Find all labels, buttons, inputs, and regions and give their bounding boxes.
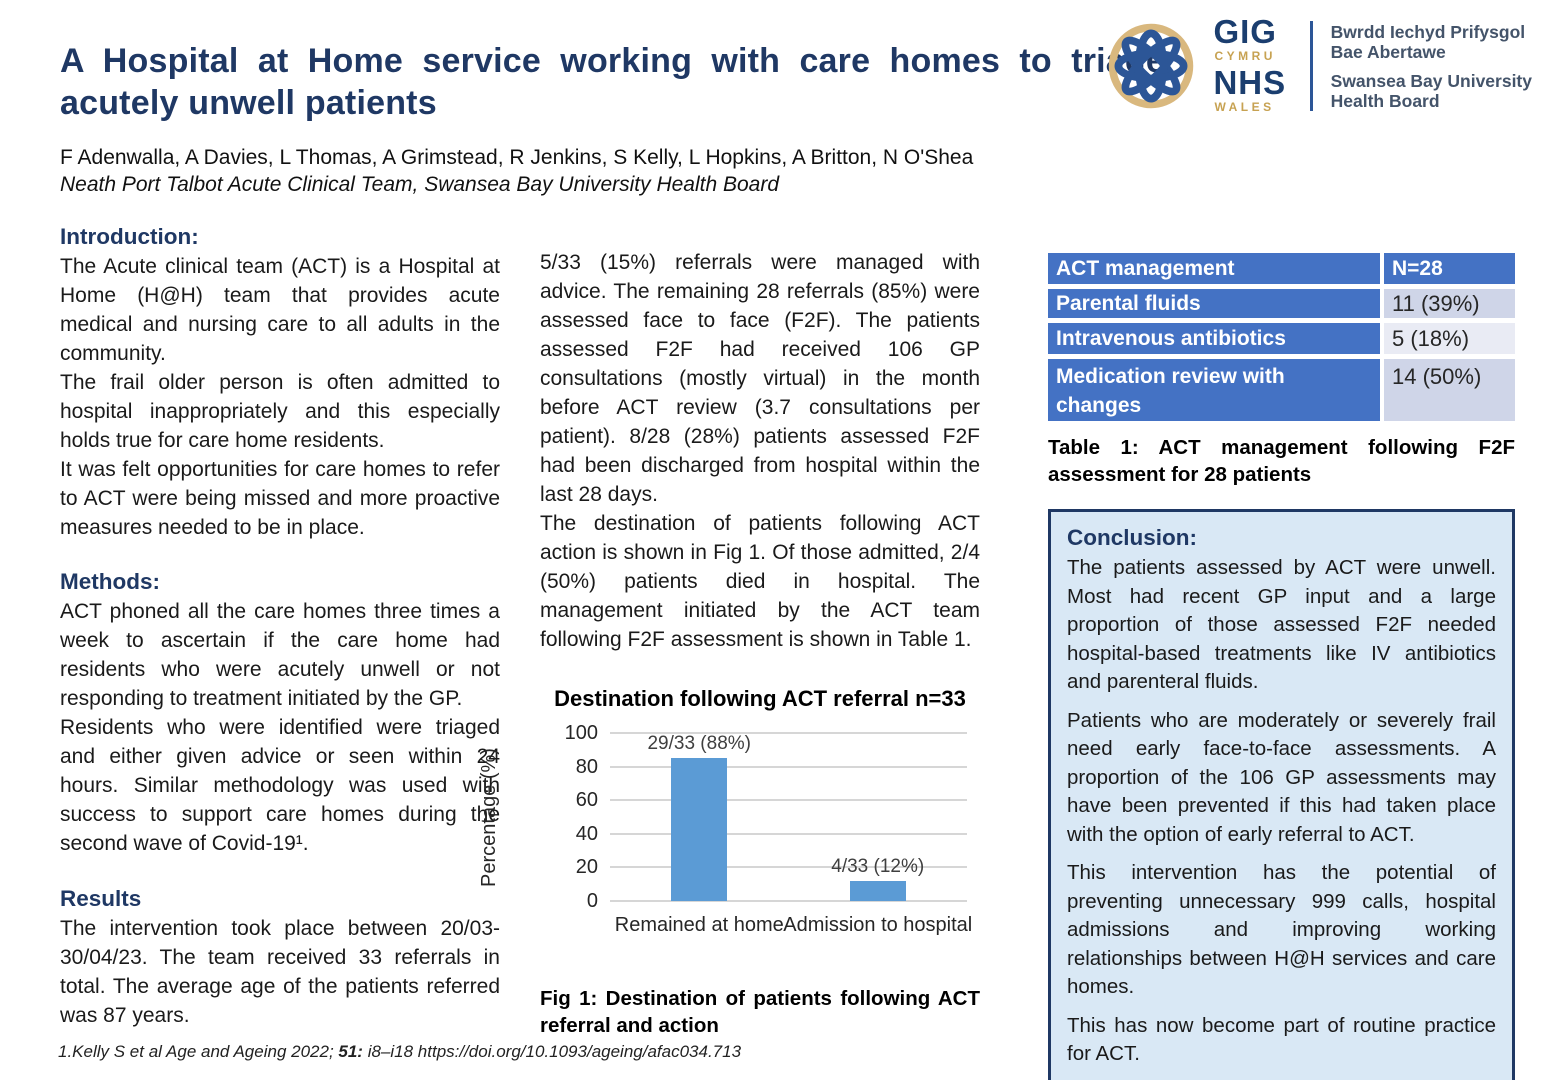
methods-paragraph: Residents who were identified were triaged and either given advice or seen within 24 hours. Similar methodology was used with success to support care homes during the second wave of Covid-19¹. [60,716,500,855]
table-row-value: 11 (39%) [1384,289,1515,318]
y-axis-label-text: Percentage (%) [477,747,500,887]
results-continued-paragraph: The destination of patients following ACT action is shown in Fig 1. Of those admitted, 2/4 (50%) patients died in hospital. The management initiated by the ACT team following F2F assessment is shown in Table 1. [540,512,980,651]
board-welsh-line2: Bae Abertawe [1330,41,1446,62]
figure-1 [477,684,980,1039]
results-paragraph: The intervention took place between 20/03-30/04/23. The team received 33 referrals in total. The average age of the patients referred was 87 years. [60,917,500,1027]
reference-volume: 51: [338,1042,363,1061]
introduction-paragraph: The frail older person is often admitted to hospital inappropriately and this especially holds true for care home residents. [60,371,500,452]
column-left [60,222,500,1030]
results-continued-paragraph: 5/33 (15%) referrals were managed with advice. The remaining 28 referrals (85%) were assessed face to face (F2F). The patients assessed F2F had received 106 GP consultations (mostly virtual) in the month before ACT review (3.7 consultations per patient). 8/28 (28%) patients assessed F2F had been discharged from hospital within the last 28 days. [540,251,980,506]
column-middle [477,248,980,1039]
x-category-label: Remained at home [614,914,784,936]
board-name-english [1331,71,1532,111]
conclusion-paragraph: Patients who are moderately or severely frail need early face-to-face assessments. A proportion of the 106 GP assessments may have been prevented if this had taken place with the option of early referral to ACT. [1067,708,1496,846]
bar-value-label: 4/33 (12%) [831,855,925,877]
board-english-line2: Health Board [1330,90,1440,111]
introduction-paragraph: It was felt opportunities for care homes to refer to ACT were being missed and more proactive measures needed to be in place. [60,458,500,539]
conclusion-box [1048,509,1515,1080]
x-category-label: Admission to hospital [783,914,973,936]
logo-cymru-text: CYMRU [1214,49,1276,63]
column-right [1048,253,1515,1080]
celtic-knot-icon [1103,14,1199,118]
methods-heading: Methods: [60,569,160,594]
board-welsh-line1: Bwrdd Iechyd Prifysgol [1330,21,1526,42]
title-line-2: acutely unwell patients [60,84,437,122]
y-tick-label: 100 [564,722,598,744]
table-row-label: Parental fluids [1048,289,1380,318]
table-header-cell: ACT management [1048,253,1380,284]
bar [671,758,727,901]
results-heading: Results [60,886,142,911]
methods-paragraph: ACT phoned all the care homes three times a week to ascertain if the care home had residents who were acutely unwell or not responding to treatment initiated by the GP. [60,600,500,710]
y-tick-label: 0 [586,890,598,912]
bar [850,881,906,901]
bar-value-label: 29/33 (88%) [647,733,751,754]
logo-wales-text: WALES [1214,100,1275,114]
plot-area [564,722,973,936]
table-row-label: Intravenous antibiotics [1048,323,1380,354]
y-tick-label: 80 [575,755,598,778]
conclusion-heading: Conclusion: [1067,525,1197,550]
figure-1-caption: Fig 1: Destination of patients following ACT referral and action [540,987,980,1037]
health-board-name [1331,22,1532,111]
logo-gig-text: GIG [1213,13,1277,50]
conclusion-paragraph: This has now become part of routine practice for ACT. [1067,1013,1496,1065]
bar-admission-to-hospital [808,733,948,901]
title-line-1: A Hospital at Home service working with care homes to triage [60,42,1165,80]
table-header-cell: N=28 [1384,253,1515,284]
conclusion-paragraph: The patients assessed by ACT were unwell. Most had recent GP input and a large proportion of those assessed F2F needed hospital-based treatments like IV antibiotics and parenteral fluids. [1067,556,1496,693]
nhs-wales-wordmark [1213,15,1286,117]
logo-divider [1310,21,1313,111]
bar-remained-at-home [629,733,769,901]
destination-bar-chart [477,722,980,941]
table-1 [1048,253,1515,421]
page-title [60,40,1165,124]
y-axis-label [476,733,502,901]
table-1-caption: Table 1: ACT management following F2F assessment for 28 patients [1048,436,1515,486]
authors-line: F Adenwalla, A Davies, L Thomas, A Grimstead, R Jenkins, S Kelly, L Hopkins, A Britton, N O'Shea [60,146,974,169]
y-tick-label: 40 [575,822,598,845]
logo-nhs-text: NHS [1213,64,1287,101]
affiliation-line: Neath Port Talbot Acute Clinical Team, Swansea Bay University Health Board [60,173,780,196]
board-english-line1: Swansea Bay University [1330,70,1532,91]
nhs-wales-logo [1103,14,1532,118]
conclusion-paragraph: This intervention has the potential of preventing unnecessary 999 calls, hospital admissions and improving working relationships between H@H services and care homes. [1067,861,1496,998]
table-row-label: Medication review with changes [1048,359,1380,421]
table-row-value: 14 (50%) [1384,359,1515,421]
reference-line [58,1042,741,1062]
y-tick-label: 60 [575,789,598,812]
introduction-paragraph: The Acute clinical team (ACT) is a Hospital at Home (H@H) team that provides acute medical and nursing care to all adults in the community. [60,255,500,365]
introduction-heading: Introduction: [60,224,199,249]
reference-prefix: 1.Kelly S et al Age and Ageing 2022; [58,1042,339,1061]
reference-suffix: i8–i18 https://doi.org/10.1093/ageing/afac034.713 [362,1042,742,1061]
table-row-value: 5 (18%) [1384,323,1515,354]
y-tick-label: 20 [575,856,598,879]
board-name-welsh [1331,22,1532,62]
chart-title: Destination following ACT referral n=33 [554,686,966,711]
